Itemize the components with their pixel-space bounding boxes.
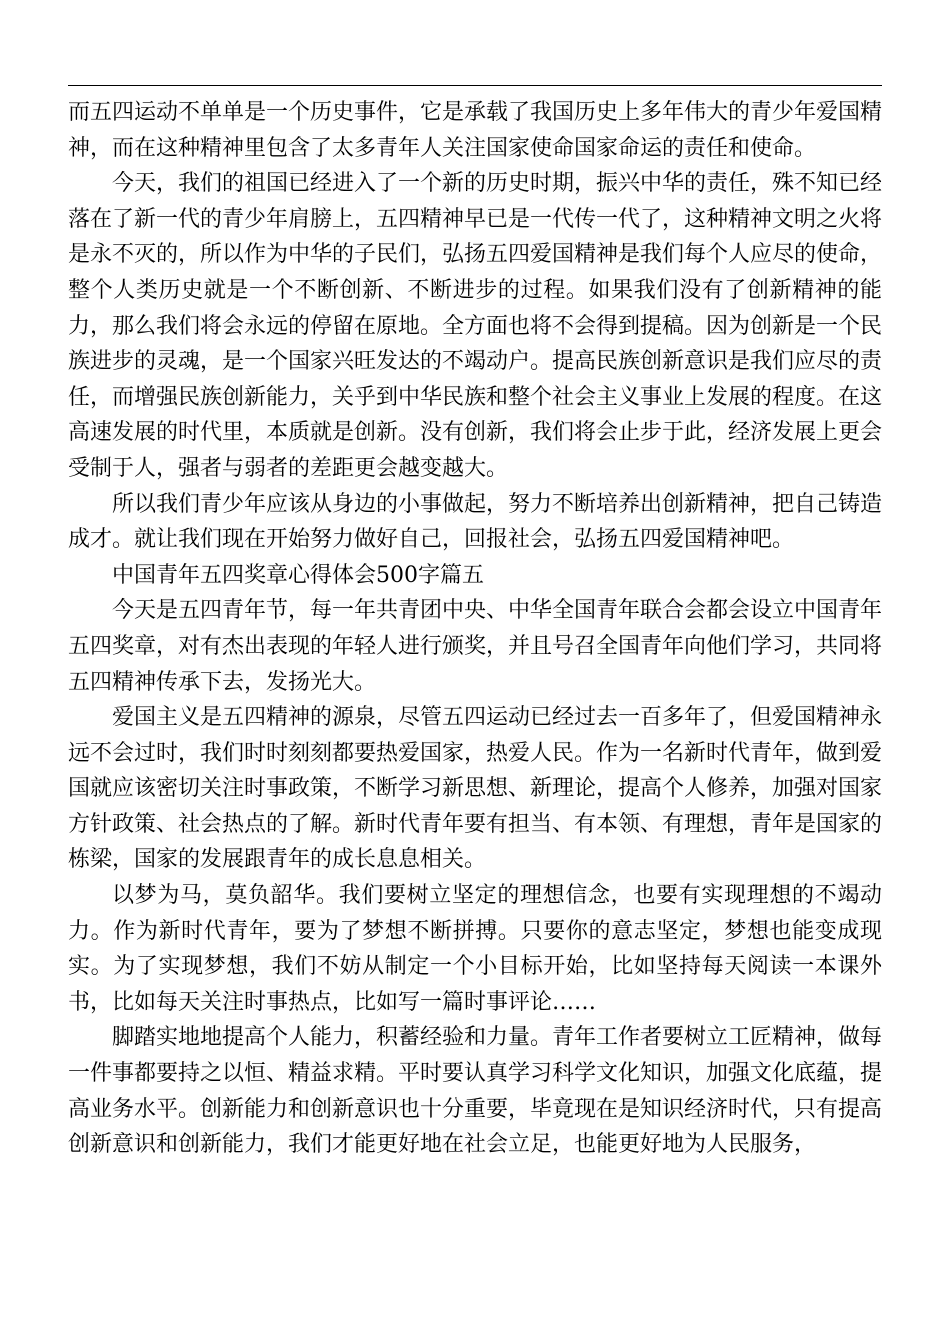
paragraph-7: 脚踏实地地提高个人能力，积蓄经验和力量。青年工作者要树立工匠精神，做每一件事都要持之以恒、精益求精。平时要认真学习科学文化知识，加强文化底蕴，提高业务水平。创新能力和创新意识也十分重要，毕竟现在是知识经济时代，只有提高创新意识和创新能力，我们才能更好地在社会立足，也能更好地为人民服务， bbox=[68, 1025, 883, 1158]
body-text bbox=[68, 95, 882, 1163]
paragraph-6: 以梦为马，莫负韶华。我们要树立坚定的理想信念，也要有实现理想的不竭动力。作为新时代青年，要为了梦想不断拼搏。只要你的意志坚定，梦想也能变成现实。为了实现梦想，我们不妨从制定一个小目标开始，比如坚持每天阅读一本课外书，比如每天关注时事热点，比如写一篇时事评论…… bbox=[68, 883, 882, 1015]
paragraph-4: 今天是五四青年节，每一年共青团中央、中华全国青年联合会都会设立中国青年五四奖章，对有杰出表现的年轻人进行颁奖，并且号召全国青年向他们学习，共同将五四精神传承下去，发扬光大。 bbox=[68, 598, 883, 695]
paragraph-1: 而五四运动不单单是一个历史事件，它是承载了我国历史上多年伟大的青少年爱国精神，而在这种精神里包含了太多青年人关注国家使命国家命运的责任和使命。 bbox=[68, 100, 883, 161]
paragraph-5: 爱国主义是五四精神的源泉，尽管五四运动已经过去一百多年了，但爱国精神永远不会过时，我们时时刻刻都要热爱国家，热爱人民。作为一名新时代青年，做到爱国就应该密切关注时事政策，不断学习新思想、新理论，提高个人修养，加强对国家方针政策、社会热点的了解。新时代青年要有担当、有本领、有理想，青年是国家的栋梁，国家的发展跟青年的成长息息相关。 bbox=[68, 705, 883, 873]
section-heading: 中国青年五四奖章心得体会500字篇五 bbox=[112, 562, 484, 588]
header-rule bbox=[68, 85, 882, 86]
paragraph-3: 所以我们青少年应该从身边的小事做起，努力不断培养出创新精神，把自己铸造成才。就让我们现在开始努力做好自己，回报社会，弘扬五四爱国精神吧。 bbox=[68, 491, 883, 553]
paragraph-2: 今天，我们的祖国已经进入了一个新的历史时期，振兴中华的责任，殊不知已经落在了新一代的青少年肩膀上，五四精神早已是一代传一代了，这种精神文明之火将是永不灭的，所以作为中华的子民们，弘扬五四爱国精神是我们每个人应尽的使命，整个人类历史就是一个不断创新、不断进步的过程。如果我们没有了创新精神的能力，那么我们将会永远的停留在原地。全方面也将不会得到提稿。因为创新是一个民族进步的灵魂，是一个国家兴旺发达的不竭动户。提高民族创新意识是我们应尽的责任，而增强民族创新能力，关乎到中华民族和整个社会主义事业上发展的程度。在这高速发展的时代里，本质就是创新。没有创新，我们将会止步于此，经济发展上更会受制于人，强者与弱者的差距更会越变越大。 bbox=[68, 171, 883, 481]
